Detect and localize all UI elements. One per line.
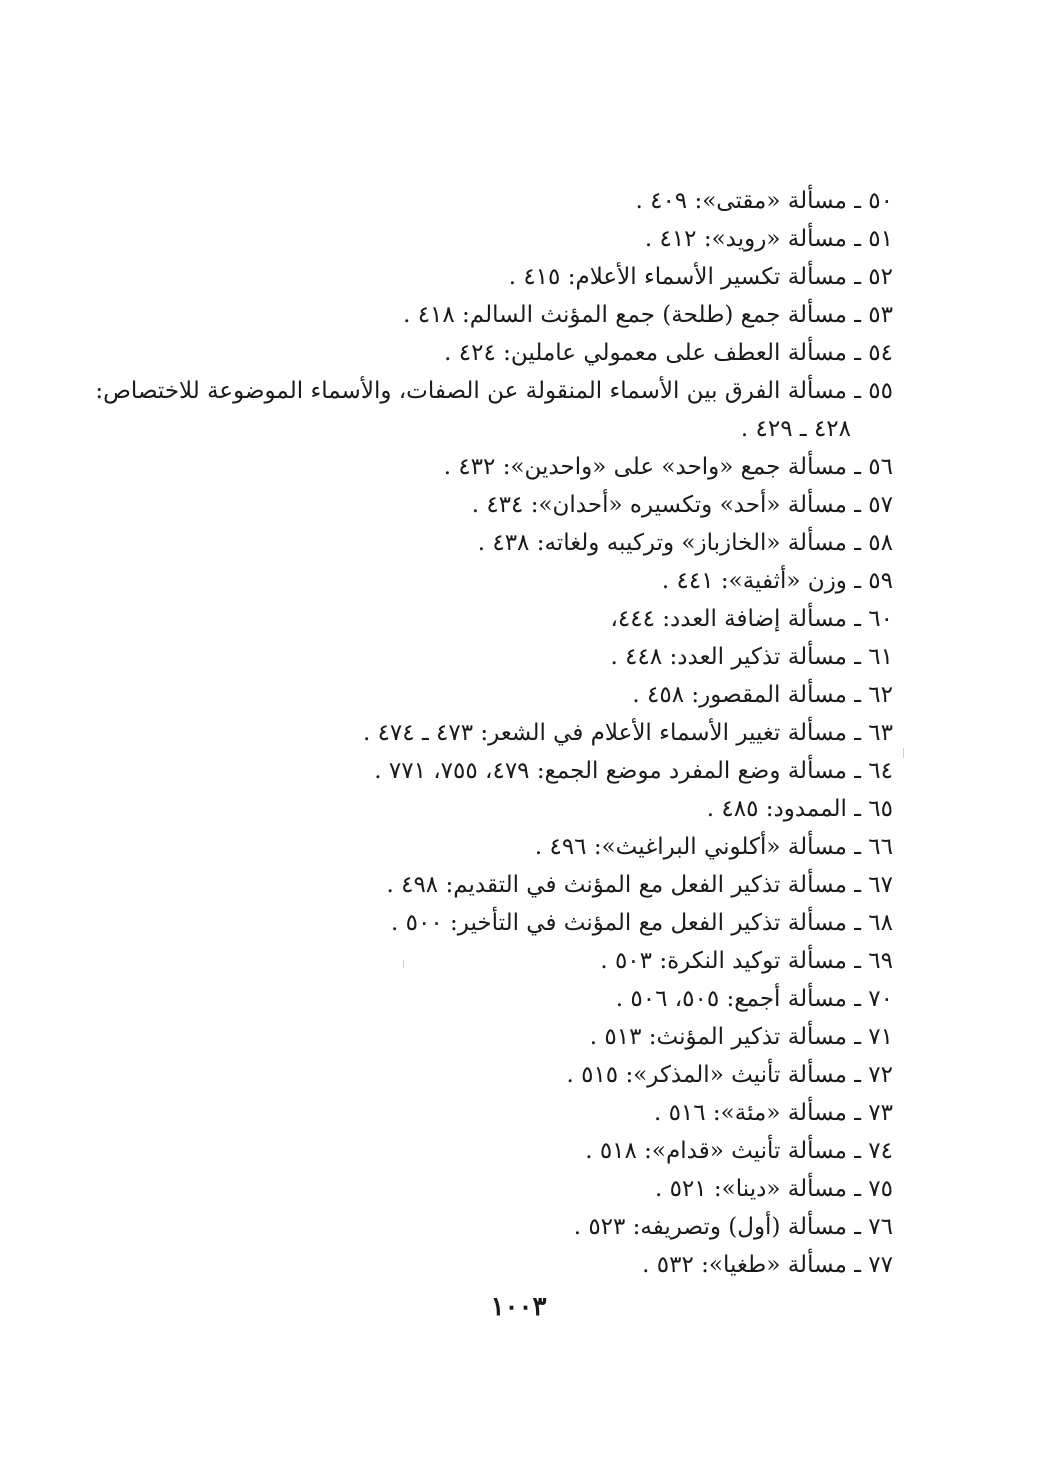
index-entry-77: ٧٧ ـ مسألة «طغيا»: ٥٣٢ .: [642, 1252, 893, 1278]
index-entry-59: ٥٩ ـ وزن «أثفية»: ٤٤١ .: [661, 568, 893, 594]
index-entry-55: ٥٥ ـ مسألة الفرق بين الأسماء المنقولة عن الصفات، والأسماء الموضوعة للاختصاص:: [95, 378, 893, 404]
index-entry-74: ٧٤ ـ مسألة تأنيث «قدام»: ٥١٨ .: [585, 1138, 893, 1164]
index-entry-52: ٥٢ ـ مسألة تكسير الأسماء الأعلام: ٤١٥ .: [508, 264, 893, 290]
index-entry-69: ٦٩ ـ مسألة توكيد النكرة: ٥٠٣ .: [600, 948, 893, 974]
index-entry-57: ٥٧ ـ مسألة «أحد» وتكسيره «أحدان»: ٤٣٤ .: [471, 492, 893, 518]
index-list: [95, 182, 893, 1284]
index-entry-71: ٧١ ـ مسألة تذكير المؤنث: ٥١٣ .: [589, 1024, 893, 1050]
index-entry-76: ٧٦ ـ مسألة (أول) وتصريفه: ٥٢٣ .: [573, 1214, 893, 1240]
scan-speck: [403, 960, 404, 968]
index-entry-60: ٦٠ ـ مسألة إضافة العدد: ٤٤٤،: [610, 606, 893, 632]
index-entry-72: ٧٢ ـ مسألة تأنيث «المذكر»: ٥١٥ .: [566, 1062, 893, 1088]
index-entry-62: ٦٢ ـ مسألة المقصور: ٤٥٨ .: [632, 682, 893, 708]
scan-speck: [903, 748, 904, 758]
index-entry-55-continuation: ٤٢٨ ـ ٤٢٩ .: [740, 416, 851, 442]
index-entry-51: ٥١ ـ مسألة «رويد»: ٤١٢ .: [644, 226, 893, 252]
index-entry-58: ٥٨ ـ مسألة «الخازباز» وتركيبه ولغاته: ٤٣٨ .: [477, 530, 893, 556]
index-entry-65: ٦٥ ـ الممدود: ٤٨٥ .: [706, 796, 893, 822]
index-entry-50: ٥٠ ـ مسألة «مقتى»: ٤٠٩ .: [635, 188, 893, 214]
index-entry-75: ٧٥ ـ مسألة «دينا»: ٥٢١ .: [654, 1176, 893, 1202]
index-entry-64: ٦٤ ـ مسألة وضع المفرد موضع الجمع: ٤٧٩، ٧٥٥، ٧٧١ .: [374, 758, 893, 784]
index-entry-54: ٥٤ ـ مسألة العطف على معمولي عاملين: ٤٢٤ .: [444, 340, 893, 366]
index-entry-68: ٦٨ ـ مسألة تذكير الفعل مع المؤنث في التأخير: ٥٠٠ .: [391, 910, 893, 936]
index-entry-53: ٥٣ ـ مسألة جمع (طلحة) جمع المؤنث السالم: ٤١٨ .: [403, 302, 893, 328]
index-entry-63: ٦٣ ـ مسألة تغيير الأسماء الأعلام في الشعر: ٤٧٣ ـ ٤٧٤ .: [362, 720, 893, 746]
index-entry-61: ٦١ ـ مسألة تذكير العدد: ٤٤٨ .: [610, 644, 893, 670]
index-entry-70: ٧٠ ـ مسألة أجمع: ٥٠٥، ٥٠٦ .: [615, 986, 893, 1012]
index-entry-56: ٥٦ ـ مسألة جمع «واحد» على «واحدين»: ٤٣٢ .: [443, 454, 893, 480]
index-entry-67: ٦٧ ـ مسألة تذكير الفعل مع المؤنث في التقديم: ٤٩٨ .: [386, 872, 893, 898]
index-entry-66: ٦٦ ـ مسألة «أكلوني البراغيث»: ٤٩٦ .: [534, 834, 893, 860]
index-entry-73: ٧٣ ـ مسألة «مئة»: ٥١٦ .: [653, 1100, 893, 1126]
page-number: ١٠٠٣: [490, 1292, 547, 1322]
